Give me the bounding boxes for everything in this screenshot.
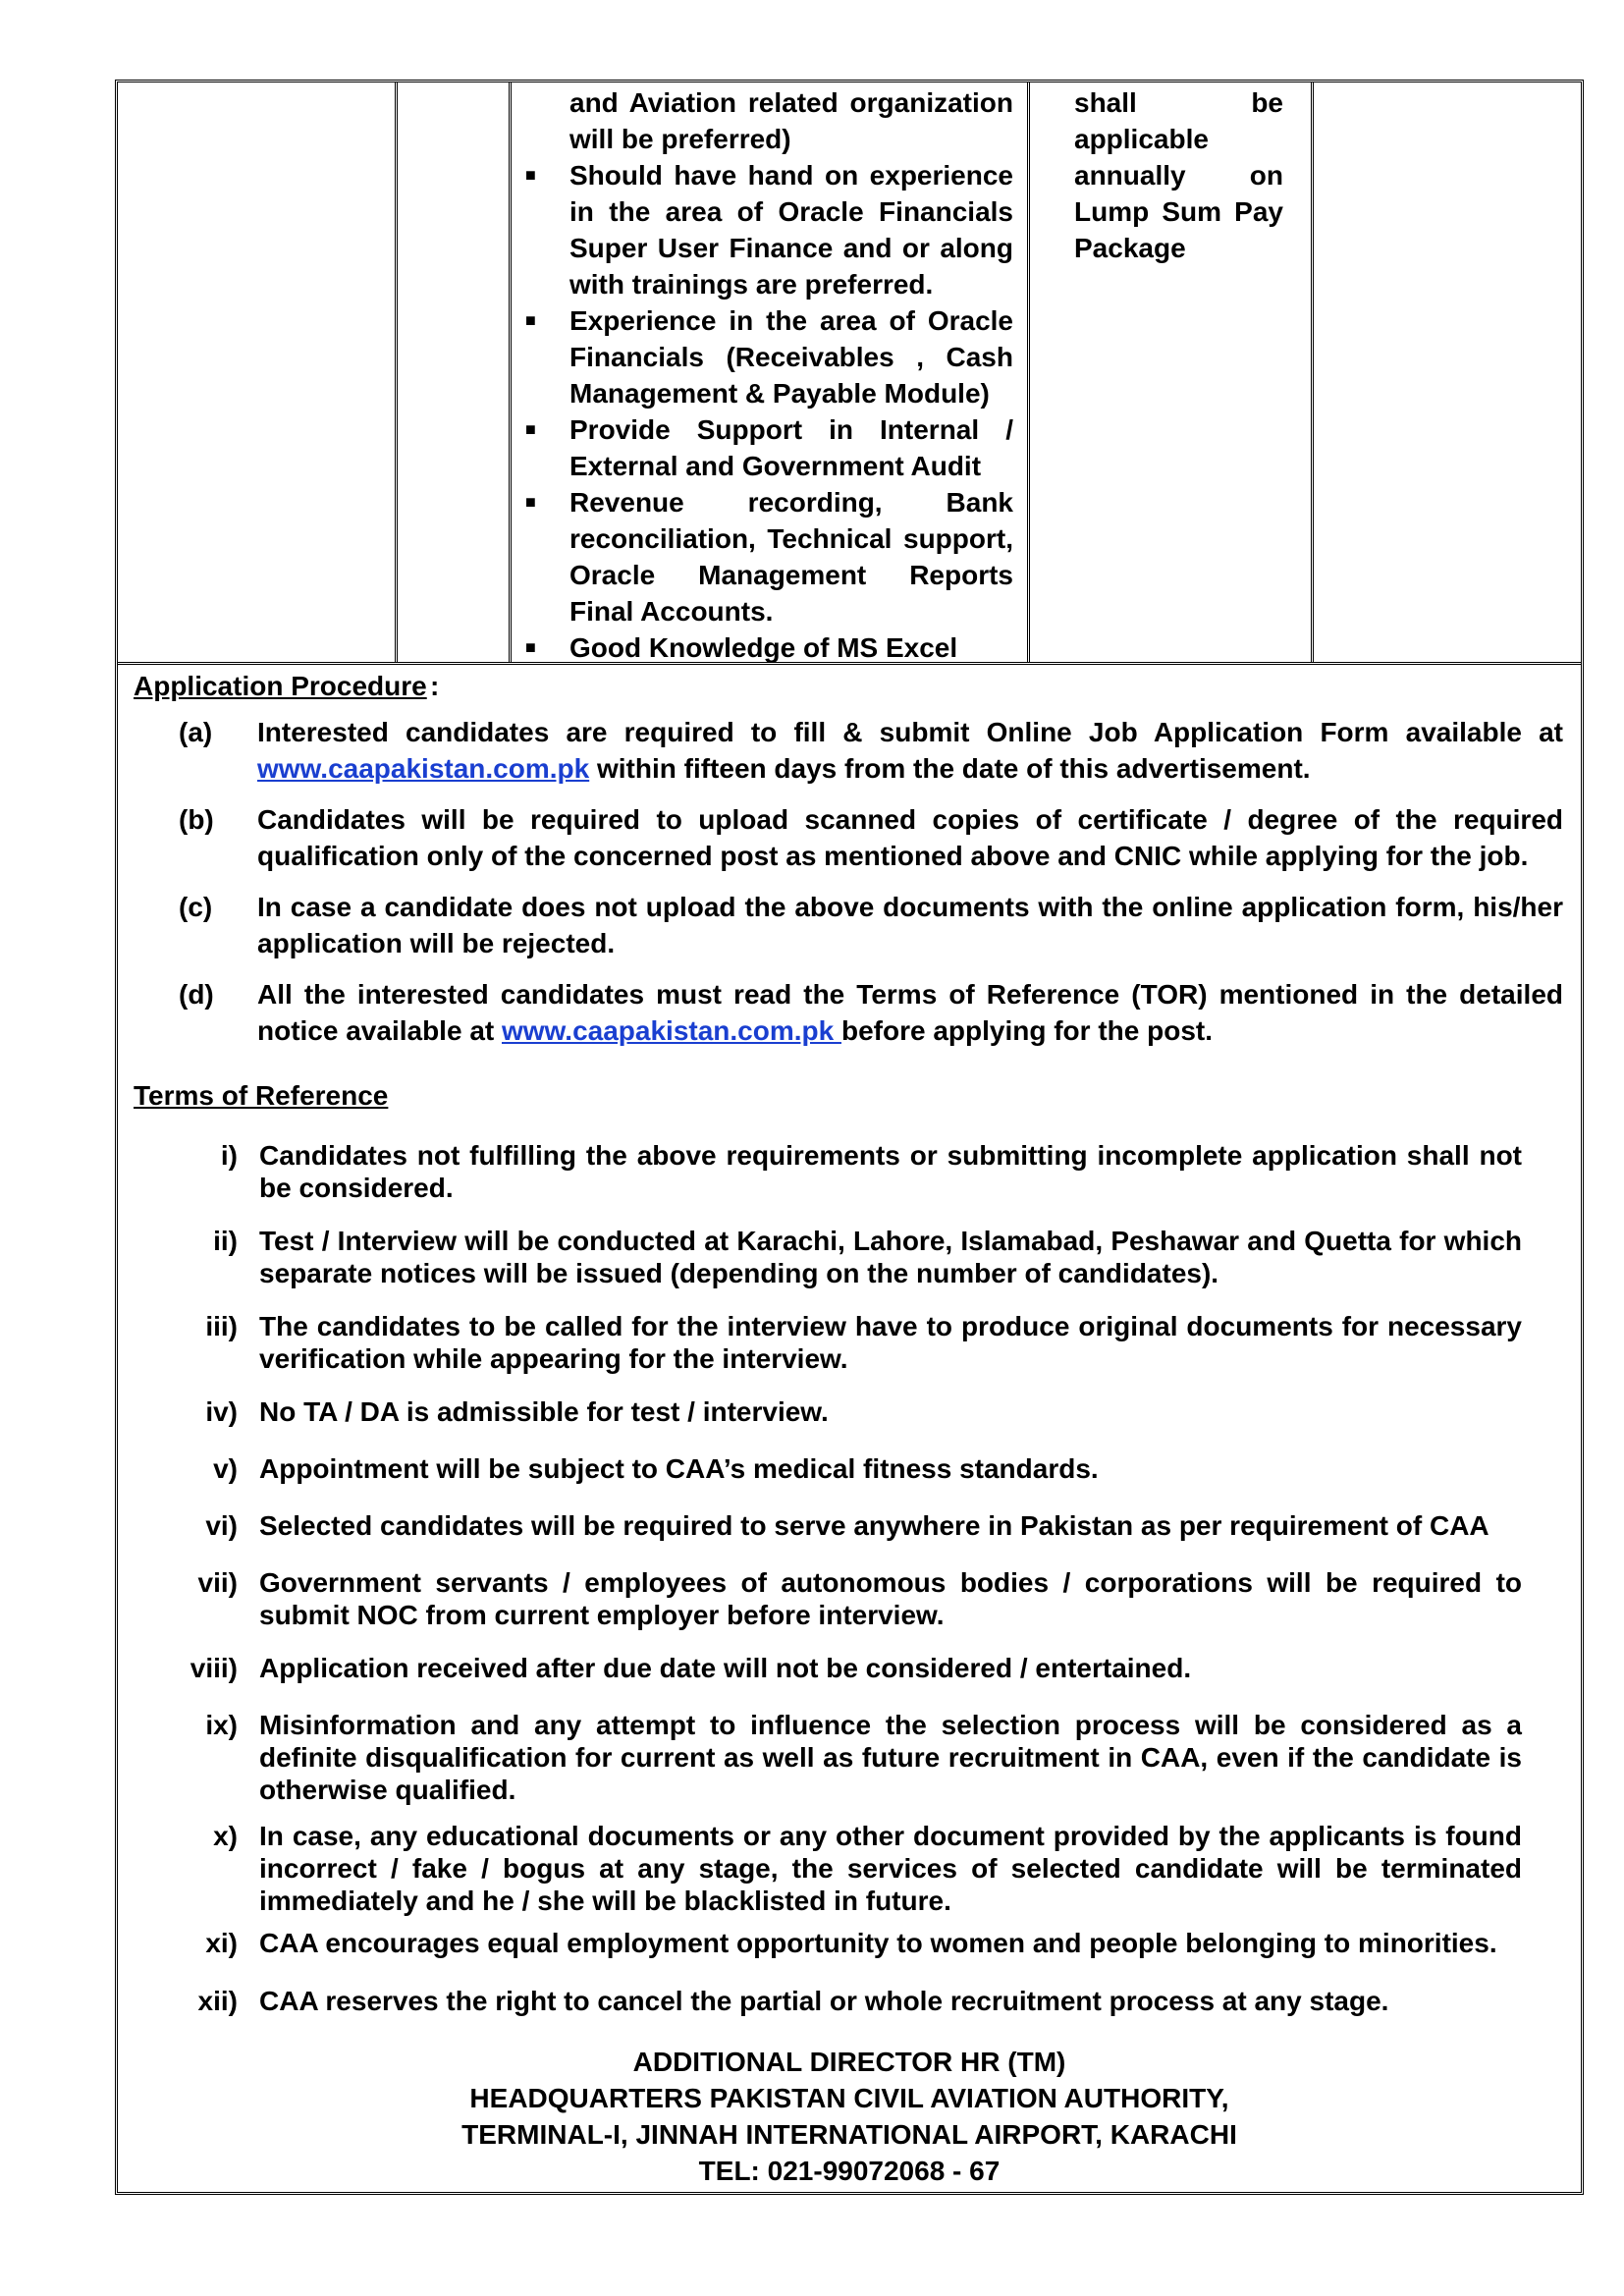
tor-text: Application received after due date will not be considered / entertained. [259,1653,1192,1683]
procedure-label: (d) [179,979,214,1010]
procedure-text: Candidates will be required to upload scanned copies of certificate / degree of the required qualification only of the concerned post as mentioned above and CNIC while applying for the job. [257,804,1563,871]
pay-line: shall be [1074,87,1283,118]
tor-label: ii) [213,1226,238,1256]
qualification-item: ■ Good Knowledge of MS Excel [513,629,1025,666]
signature-address: TERMINAL-I, JINNAH INTERNATIONAL AIRPORT, KARACHI [461,2119,1237,2150]
heading-colon: : [430,671,440,701]
square-bullet-icon: ■ [525,637,536,657]
tor-label: ix) [205,1710,238,1740]
procedure-text: Interested candidates are required to fill & submit Online Job Application Form available at [257,717,1563,747]
tor-text: No TA / DA is admissible for test / interview. [259,1396,829,1427]
square-bullet-icon: ■ [525,165,536,185]
table-column-divider [1027,82,1030,662]
square-bullet-icon: ■ [525,492,536,512]
pay-line: Lump Sum Pay [1074,196,1283,227]
qualification-item: ■ Should have hand on experience in the area of Oracle Financials Super User Finance and or along with trainings are preferred. [513,157,1025,302]
terms-of-reference-heading: Terms of Reference [134,1080,389,1111]
signature-title: ADDITIONAL DIRECTOR HR (TM) [632,2047,1066,2077]
table-column-divider [509,82,512,662]
tor-text: CAA reserves the right to cancel the partial or whole recruitment process at any stage. [259,1986,1389,2016]
tor-label: xii) [197,1986,238,2016]
application-procedure-heading: Application Procedure [134,671,427,701]
tor-text: Selected candidates will be required to serve anywhere in Pakistan as per requirement of CAA [259,1510,1489,1541]
tor-label: iii) [205,1311,238,1341]
procedure-label: (a) [179,717,213,747]
tor-label: xi) [205,1928,238,1958]
tor-text: Misinformation and any attempt to influence the selection process will be considered as a definite disqualification for current as well as future recruitment in CAA, even if the candidate is otherwise qualified. [259,1710,1522,1805]
signature-block [118,2044,1581,2189]
website-link[interactable]: www.caapakistan.com.pk [257,753,590,784]
pay-line: applicable [1074,124,1209,154]
procedure-text: within fifteen days from the date of this advertisement. [589,753,1311,784]
job-table [118,82,1581,665]
qualification-item: and Aviation related organization will be preferred) [569,87,1013,154]
pay-cell [1074,84,1283,266]
tor-label: x) [213,1821,238,1851]
tor-label: v) [213,1453,238,1484]
tor-text: Test / Interview will be conducted at Karachi, Lahore, Islamabad, Peshawar and Quetta for which separate notices will be issued (depending on the number of candidates). [259,1226,1522,1288]
tor-text: Government servants / employees of autonomous bodies / corporations will be required to submit NOC from current employer before interview. [259,1567,1522,1630]
pay-line: Package [1074,233,1186,263]
qualification-item: ■ Experience in the area of Oracle Financials (Receivables , Cash Management & Payable Module) [513,302,1025,411]
square-bullet-icon: ■ [525,419,536,439]
website-link[interactable]: www.caapakistan.com.pk [502,1015,841,1046]
square-bullet-icon: ■ [525,310,536,330]
procedure-label: (b) [179,804,214,835]
tor-label: iv) [205,1396,238,1427]
procedure-text: In case a candidate does not upload the above documents with the online application form, his/her application will be rejected. [257,892,1563,958]
tor-text: Candidates not fulfilling the above requirements or submitting incomplete application shall not be considered. [259,1140,1522,1203]
qualification-item: ■ Revenue recording, Bank reconciliation, Technical support, Oracle Management Reports Final Accounts. [513,484,1025,629]
tor-text: Appointment will be subject to CAA’s medical fitness standards. [259,1453,1099,1484]
procedure-text: All the interested candidates must read the Terms of Reference (TOR) mentioned in the detailed notice available at [257,979,1563,1046]
advertisement-document [115,80,1584,2195]
qualification-cell [513,84,1025,666]
table-column-divider [1311,82,1314,662]
procedure-label: (c) [179,892,213,922]
qualification-item: ■ Provide Support in Internal / External and Government Audit [513,411,1025,484]
tor-text: In case, any educational documents or any other document provided by the applicants is found incorrect / fake / bogus at any stage, the services of selected candidate will be terminated immediately and he / she will be blacklisted in future. [259,1821,1522,1916]
tor-label: vii) [197,1567,238,1598]
tor-text: CAA encourages equal employment opportunity to women and people belonging to minorities. [259,1928,1497,1958]
signature-organization: HEADQUARTERS PAKISTAN CIVIL AVIATION AUTHORITY, [469,2083,1229,2113]
pay-line: annually on [1074,160,1283,191]
procedure-text: before applying for the post. [840,1015,1213,1046]
signature-telephone: TEL: 021-99072068 - 67 [698,2156,1001,2186]
tor-text: The candidates to be called for the interview have to produce original documents for necessary verification while appearing for the interview. [259,1311,1522,1374]
tor-label: vi) [205,1510,238,1541]
tor-label: viii) [189,1653,238,1683]
tor-label: i) [220,1140,238,1171]
table-column-divider [395,82,398,662]
